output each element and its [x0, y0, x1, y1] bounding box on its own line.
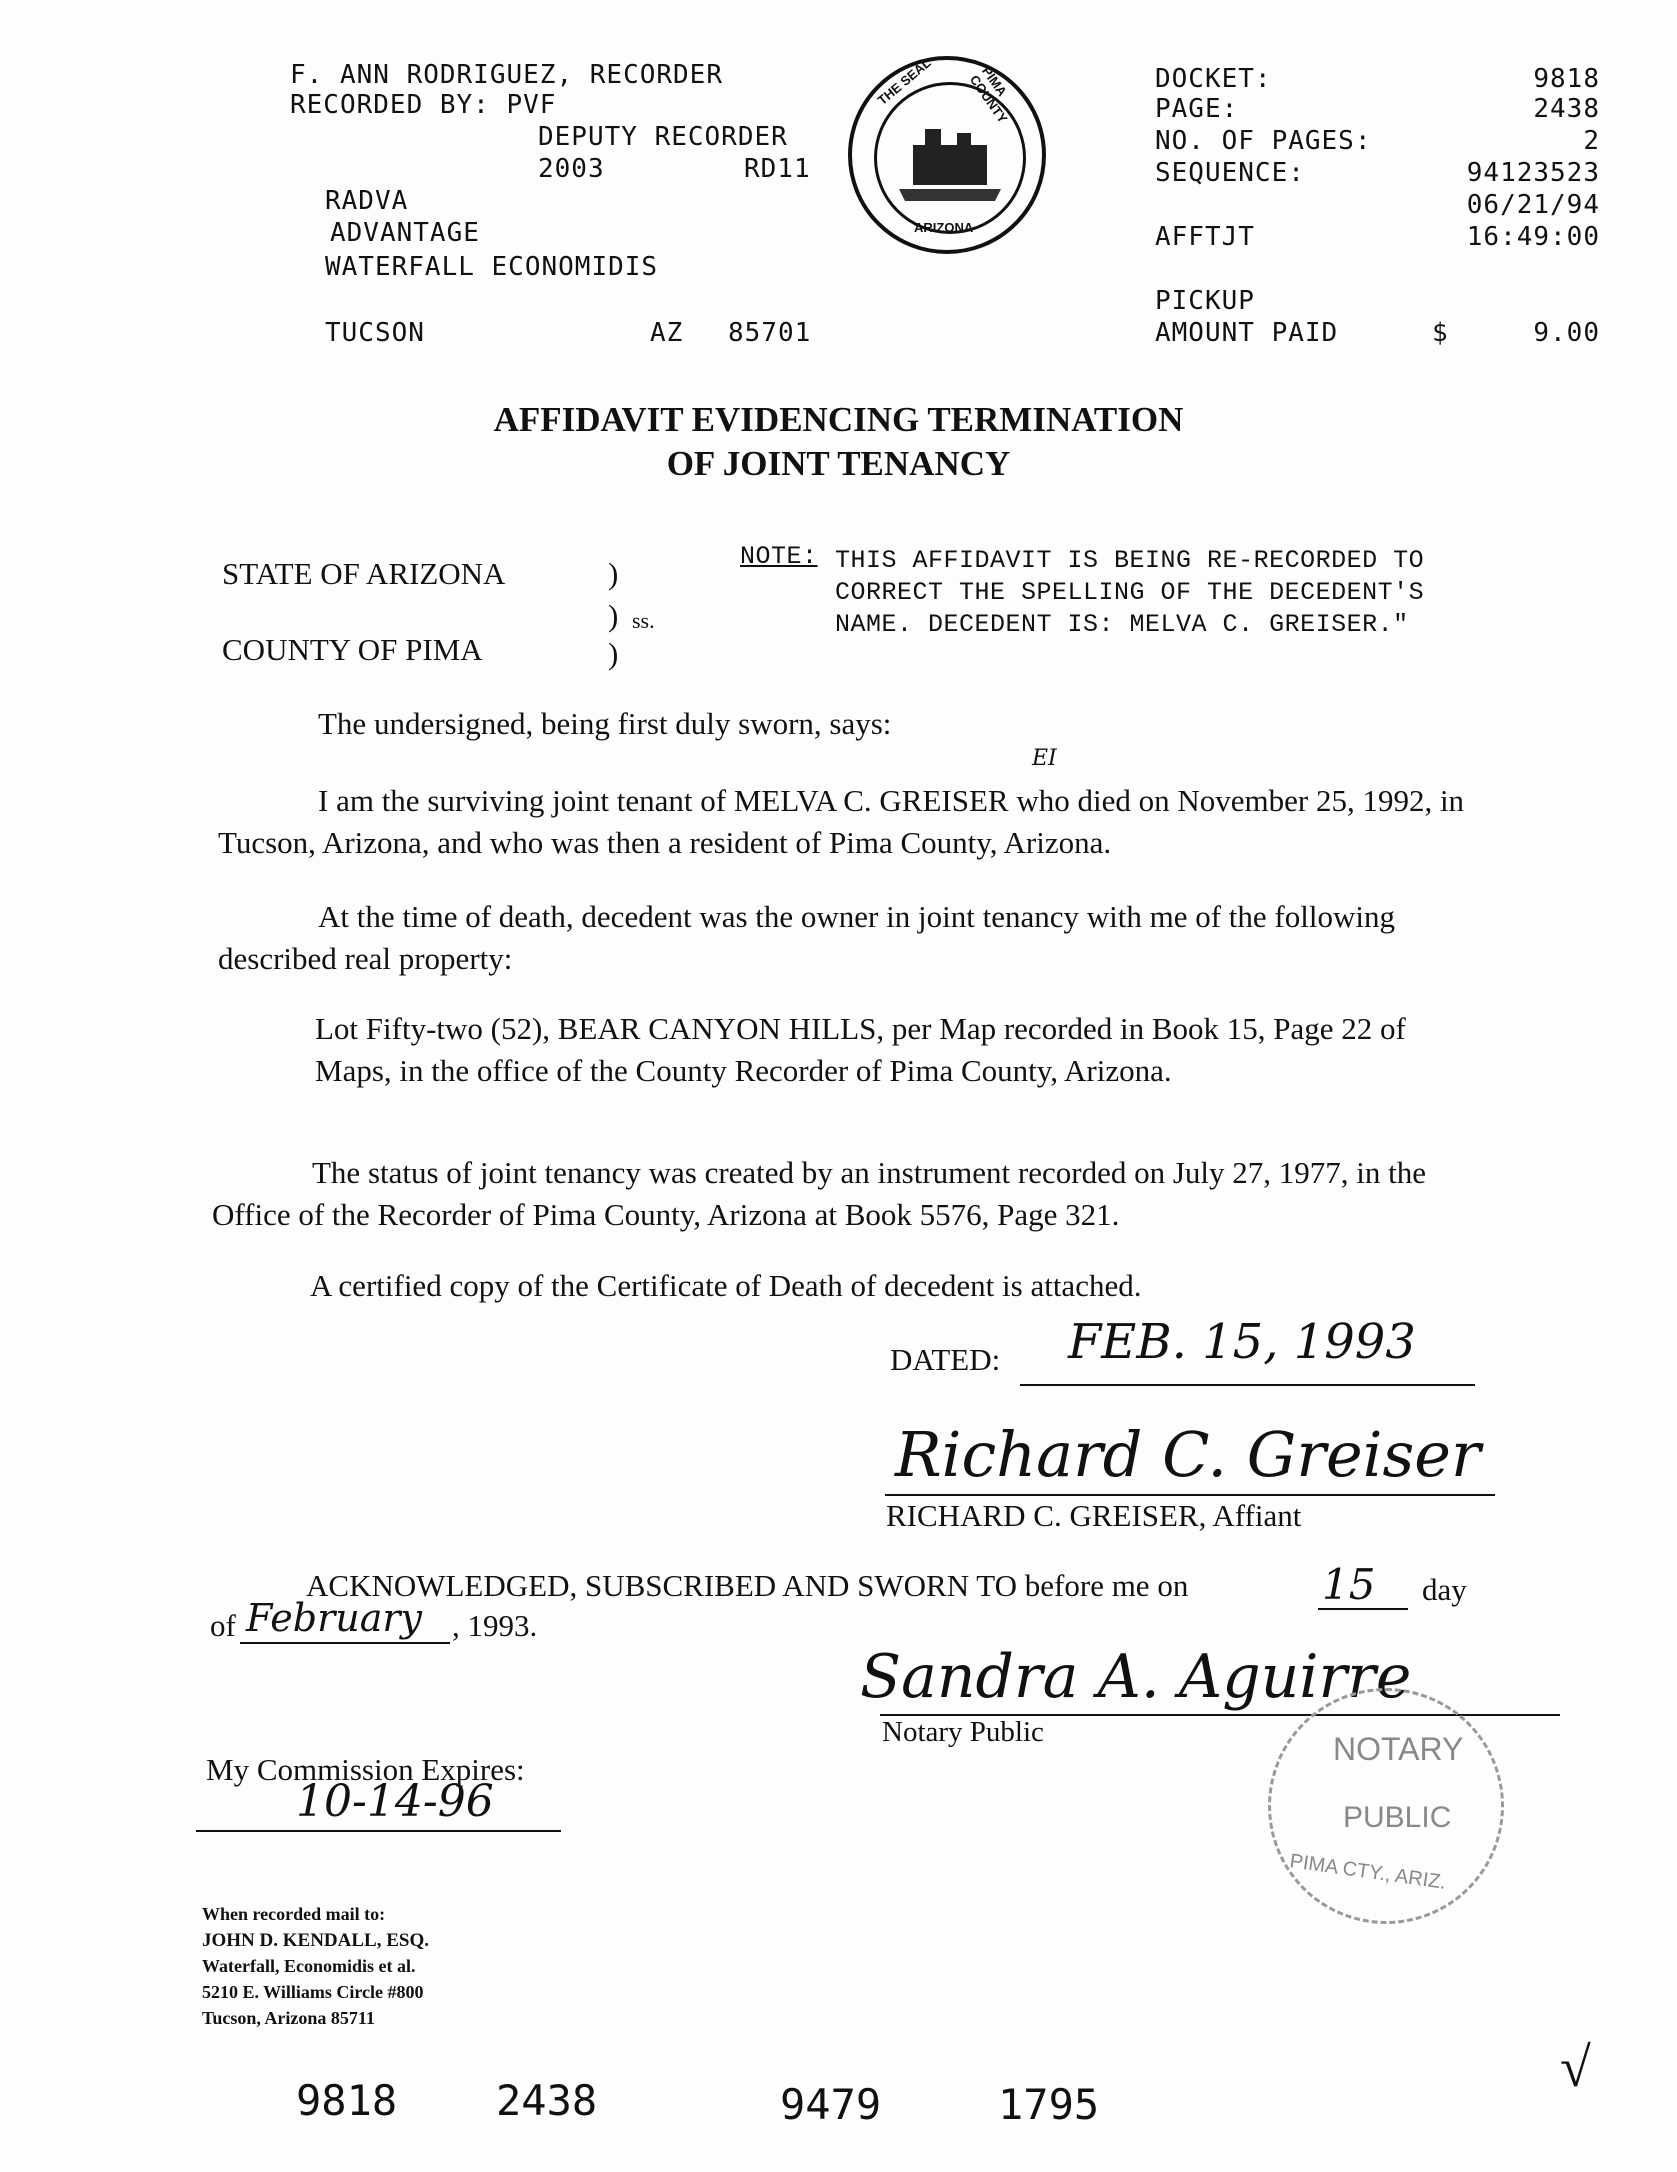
pages-label: NO. OF PAGES: — [1155, 126, 1372, 156]
acknowledgment-text: ACKNOWLEDGED, SUBSCRIBED AND SWORN TO before me on — [306, 1568, 1189, 1603]
intro-statement: The undersigned, being first duly sworn, says: — [318, 706, 892, 741]
commission-line — [196, 1830, 561, 1832]
deputy-id: RD11 — [744, 154, 811, 184]
recorder-name: F. ANN RODRIGUEZ, RECORDER — [290, 60, 723, 90]
ack-month-line — [240, 1642, 450, 1644]
addressee-line3: WATERFALL ECONOMIDIS — [325, 252, 659, 282]
seal-county-text: PIMA COUNTY — [966, 63, 1011, 126]
amount-paid-label: AMOUNT PAID — [1155, 318, 1339, 348]
dated-label: DATED: — [890, 1342, 1001, 1377]
amount-currency: $ — [1432, 318, 1449, 348]
footer-num4: 1795 — [998, 2080, 1100, 2129]
page-value: 2438 — [1533, 94, 1600, 124]
notary-signature: Sandra A. Aguirre — [860, 1642, 1412, 1712]
check-mark-icon: √ — [1560, 2037, 1591, 2099]
seal-bottom-text: ARIZONA — [914, 220, 974, 235]
note-line1: THIS AFFIDAVIT IS BEING RE-RECORDED TO — [835, 546, 1425, 575]
paragraph-joint-tenancy-status: The status of joint tenancy was created by an instrument recorded on July 27, 1977, in the Office of the Recorder of Pima County, Arizona at Book 5576, Page 321. — [212, 1155, 1426, 1232]
docket-value: 9818 — [1533, 64, 1600, 94]
sequence-value: 94123523 — [1466, 158, 1600, 188]
stamp-line1: NOTARY — [1333, 1731, 1464, 1767]
venue-county: COUNTY OF PIMA — [222, 632, 483, 667]
paragraph-surviving-tenant: I am the surviving joint tenant of MELVA C. GREISER who died on November 25, 1992, in Tucson, Arizona, and who was then a resident of Pima County, Arizona. — [218, 783, 1465, 860]
ack-year: , 1993. — [452, 1608, 538, 1643]
recorded-date: 06/21/94 — [1466, 190, 1600, 220]
footer-num3: 9479 — [780, 2080, 882, 2129]
recorded-time: 16:49:00 — [1466, 222, 1600, 252]
document-title-line1: AFFIDAVIT EVIDENCING TERMINATION — [493, 400, 1184, 439]
page-label: PAGE: — [1155, 94, 1239, 124]
deputy-code: 2003 — [538, 154, 605, 184]
commission-expires-value: 10-14-96 — [296, 1776, 494, 1827]
ack-of-label: of — [210, 1608, 236, 1643]
sequence-label: SEQUENCE: — [1155, 158, 1305, 188]
ack-month-value: February — [246, 1596, 423, 1640]
seal-top-text: THE SEAL — [874, 55, 934, 108]
note-line3: NAME. DECEDENT IS: MELVA C. GREISER." — [835, 610, 1409, 639]
paragraph-death-certificate: A certified copy of the Certificate of Death of decedent is attached. — [310, 1268, 1142, 1303]
addressee-state: AZ — [650, 318, 684, 348]
affiant-name: RICHARD C. GREISER, Affiant — [886, 1498, 1302, 1533]
docket-label: DOCKET: — [1155, 64, 1272, 94]
venue-bracket-3: ) — [608, 636, 619, 671]
venue-ss: ss. — [632, 608, 655, 633]
amount-paid-value: 9.00 — [1533, 318, 1600, 348]
stamp-line3: PIMA CTY., ARIZ. — [1288, 1850, 1448, 1894]
dated-line — [1020, 1384, 1475, 1386]
addressee-city: TUCSON — [325, 318, 425, 348]
venue-bracket-1: ) — [608, 556, 619, 591]
note-label: NOTE: — [740, 542, 818, 571]
addressee-zip: 85701 — [728, 318, 812, 348]
pima-county-seal — [848, 56, 1046, 254]
pages-value: 2 — [1583, 126, 1600, 156]
footer-page: 2438 — [496, 2076, 598, 2125]
mail-to-line1: JOHN D. KENDALL, ESQ. — [202, 1930, 429, 1951]
ack-day-label: day — [1422, 1572, 1467, 1607]
affiant-signature-line — [885, 1494, 1495, 1496]
notary-public-label: Notary Public — [882, 1716, 1044, 1748]
deputy-recorder-label: DEPUTY RECORDER — [538, 122, 788, 152]
document-title-line2: OF JOINT TENANCY — [666, 444, 1011, 483]
venue-bracket-2: ) — [608, 598, 619, 633]
stamp-line2: PUBLIC — [1343, 1801, 1452, 1834]
spelling-correction-mark: EI — [1032, 746, 1057, 771]
property-description: Lot Fifty-two (52), BEAR CANYON HILLS, per Map recorded in Book 15, Page 22 of Maps, in the office of the County Recorder of Pima County, Arizona. — [315, 1011, 1406, 1088]
document-type: AFFTJT — [1155, 222, 1255, 252]
dated-handwritten: FEB. 15, 1993 — [1068, 1314, 1416, 1370]
addressee-line2: ADVANTAGE — [330, 218, 480, 248]
ack-day-value: 15 — [1322, 1560, 1376, 1609]
note-line2: CORRECT THE SPELLING OF THE DECEDENT'S — [835, 578, 1425, 607]
commission-label: My Commission Expires: — [206, 1752, 525, 1787]
pickup-label: PICKUP — [1155, 286, 1255, 316]
recorded-by: RECORDED BY: PVF — [290, 90, 557, 120]
mail-to-line2: Waterfall, Economidis et al. — [202, 1956, 416, 1976]
paragraph-time-of-death: At the time of death, decedent was the owner in joint tenancy with me of the following described real property: — [218, 899, 1395, 976]
notary-stamp — [1268, 1688, 1504, 1924]
mail-to-line4: Tucson, Arizona 85711 — [202, 2008, 375, 2028]
mail-to-line3: 5210 E. Williams Circle #800 — [202, 1982, 424, 2002]
affiant-signature: Richard C. Greiser — [895, 1418, 1481, 1491]
footer-docket: 9818 — [296, 2076, 398, 2125]
venue-state: STATE OF ARIZONA — [222, 556, 506, 591]
mail-to-label: When recorded mail to: — [202, 1904, 386, 1924]
addressee-line1: RADVA — [325, 186, 409, 216]
